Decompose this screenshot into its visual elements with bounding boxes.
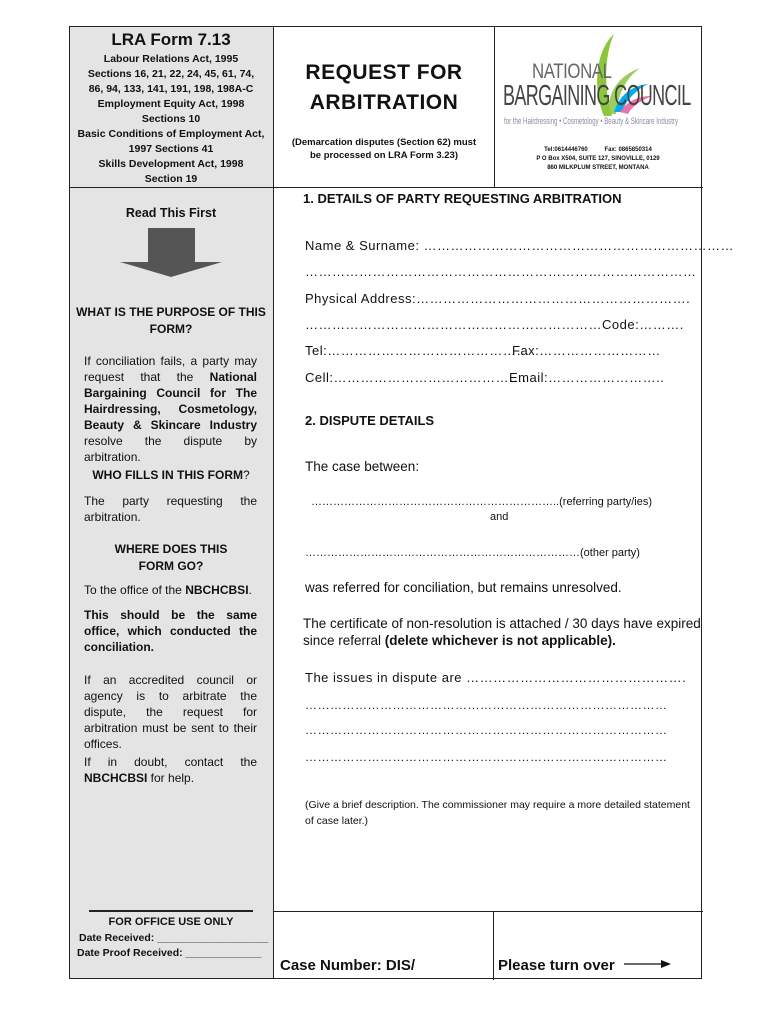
nbc-logo-block <box>496 28 700 185</box>
accredited-text: If an accredited council or agency is to arbitrate the dispute, the request for arbitration must be sent to their offices. <box>84 673 257 751</box>
where-text-pre: To the office of the <box>84 583 186 597</box>
certificate-text-pre: since referral <box>303 633 385 648</box>
tel-field[interactable]: Tel:……………………………………… <box>305 343 530 358</box>
section1-heading: 1. DETAILS OF PARTY REQUESTING ARBITRATION <box>303 191 622 206</box>
act-line: 1997 Sections 41 <box>128 143 214 155</box>
section2-heading: 2. DISPUTE DETAILS <box>305 413 435 428</box>
where-text <box>84 582 257 598</box>
who-heading <box>70 468 272 483</box>
name-surname-field-cont[interactable]: …………………………………………………………………………… <box>305 264 697 279</box>
fax-field[interactable]: Fax:……………………… <box>512 343 661 358</box>
purpose-text-pre: If conciliation fails, a party may request that the <box>84 354 257 384</box>
office-use-rule <box>89 910 253 912</box>
where-heading-line1: WHERE DOES THIS <box>114 542 228 556</box>
header-divider <box>70 187 703 188</box>
referring-party-field[interactable]: …………………………………………………………..(referring party/ies) <box>311 496 653 508</box>
acts-list <box>70 52 272 187</box>
address-code-field[interactable]: …………………………………………………………Code:………. <box>305 317 684 332</box>
office-use-heading: FOR OFFICE USE ONLY <box>108 916 234 928</box>
certificate-text-line1: The certificate of non-resolution is attached / 30 days have expired <box>303 616 701 631</box>
please-turn-over-label: Please turn over <box>498 957 615 974</box>
arrow-right-icon <box>623 957 673 971</box>
certificate-text-bold: (delete whichever is not applicable). <box>384 633 616 648</box>
certificate-text-line2 <box>303 632 616 649</box>
down-arrow-icon <box>118 228 224 278</box>
request-title-block <box>274 58 494 162</box>
footer-cell-divider <box>493 911 494 980</box>
doubt-text-bold: NBCHCBSI <box>84 771 148 785</box>
purpose-heading-line2: FORM? <box>149 322 193 336</box>
doubt-text <box>84 754 257 786</box>
lra-form-block <box>70 30 272 187</box>
who-heading-text: WHO FILLS IN THIS FORM <box>92 468 243 482</box>
where-heading <box>70 541 272 575</box>
contact-street: 860 MILKPLUM STREET, MONTANA <box>547 165 649 171</box>
header-logo-divider <box>494 27 495 187</box>
act-line: Sections 16, 21, 22, 24, 45, 61, 74, <box>87 68 255 80</box>
physical-address-field[interactable]: Physical Address:……………………………………………………. <box>305 291 691 306</box>
purpose-heading-line1: WHAT IS THE PURPOSE OF THIS <box>76 305 266 319</box>
demarcation-note-line1: (Demarcation disputes (Section 62) must <box>291 137 477 148</box>
purpose-text-bold: National Bargaining Council for The Hairdressing, Cosmetology, Beauty & Skincare Industry <box>84 370 257 432</box>
doubt-text-pre: If in doubt, contact the <box>84 755 257 769</box>
who-heading-mark: ? <box>242 468 250 482</box>
name-surname-field[interactable]: Name & Surname: …………………………………………………………… <box>305 238 735 253</box>
where-text-bold: NBCHCBSI <box>185 583 249 597</box>
logo-tagline: for the Hairdressing • Cosmetology • Beauty & Skincare Industry <box>504 116 679 126</box>
contact-block <box>496 146 700 173</box>
purpose-text-post: resolve the dispute by arbitration. <box>84 434 257 464</box>
brief-description-line2: of case later.) <box>305 815 369 827</box>
case-between-label: The case between: <box>305 459 420 474</box>
issues-field[interactable]: The issues in dispute are …………………………………………. <box>305 670 687 685</box>
date-received-field: Date Received: ___________________ <box>79 932 269 944</box>
purpose-heading <box>70 304 272 338</box>
logo-bargaining: BARGAINING <box>503 80 610 112</box>
read-first-heading: Read This First <box>125 206 217 220</box>
logo-council: COUNCIL <box>614 80 691 112</box>
lra-form-title: LRA Form 7.13 <box>111 30 231 49</box>
contact-fax: Fax: 0865850314 <box>604 147 652 153</box>
act-line: Section 19 <box>144 173 198 185</box>
email-field[interactable]: Email:…………………….. <box>509 370 665 385</box>
same-office-text: This should be the same office, which conducted the conciliation. <box>84 608 257 654</box>
referred-text: was referred for conciliation, but remains unresolved. <box>305 580 622 595</box>
case-number-field[interactable]: Case Number: DIS/ <box>280 957 416 974</box>
logo-national: NATIONAL <box>532 60 612 83</box>
brief-description-line1: (Give a brief description. The commissioner may require a more detailed statement <box>305 799 690 811</box>
act-line: Basic Conditions of Employment Act, <box>77 128 265 140</box>
request-title-line1: REQUEST FOR <box>305 61 463 84</box>
contact-po-box: P O Box X504, SUITE 127, SINOVILLE, 0129 <box>536 156 660 162</box>
demarcation-note-line2: be processed on LRA Form 3.23) <box>310 150 458 161</box>
who-text: The party requesting the arbitration. <box>84 494 257 524</box>
logo-bargaining-council <box>503 80 691 113</box>
date-proof-received-field: Date Proof Received: _____________ <box>77 947 262 959</box>
contact-phone-fax <box>496 146 700 155</box>
contact-tel: Tel:0614446760 <box>544 147 588 153</box>
and-label: and <box>490 511 509 523</box>
footer-divider <box>274 911 703 912</box>
where-text-post: . <box>248 583 252 597</box>
issues-line[interactable]: …………………………………………………………………………… <box>305 750 668 764</box>
issues-line[interactable]: …………………………………………………………………………… <box>305 698 668 712</box>
cell-field[interactable]: Cell:……………………………………. <box>305 370 527 385</box>
other-party-field[interactable]: …………………………………………………………………(other party) <box>305 547 640 559</box>
where-heading-line2: FORM GO? <box>138 559 204 573</box>
act-line: Skills Development Act, 1998 <box>98 158 244 170</box>
act-line: Sections 10 <box>141 113 201 125</box>
request-title-line2: ARBITRATION <box>309 91 459 114</box>
act-line: Employment Equity Act, 1998 <box>97 98 245 110</box>
act-line: 86, 94, 133, 141, 191, 198, 198A-C <box>88 83 254 95</box>
purpose-text <box>84 353 257 465</box>
doubt-text-post: for help. <box>147 771 195 785</box>
act-line: Labour Relations Act, 1995 <box>103 53 239 65</box>
issues-line[interactable]: …………………………………………………………………………… <box>305 723 668 737</box>
